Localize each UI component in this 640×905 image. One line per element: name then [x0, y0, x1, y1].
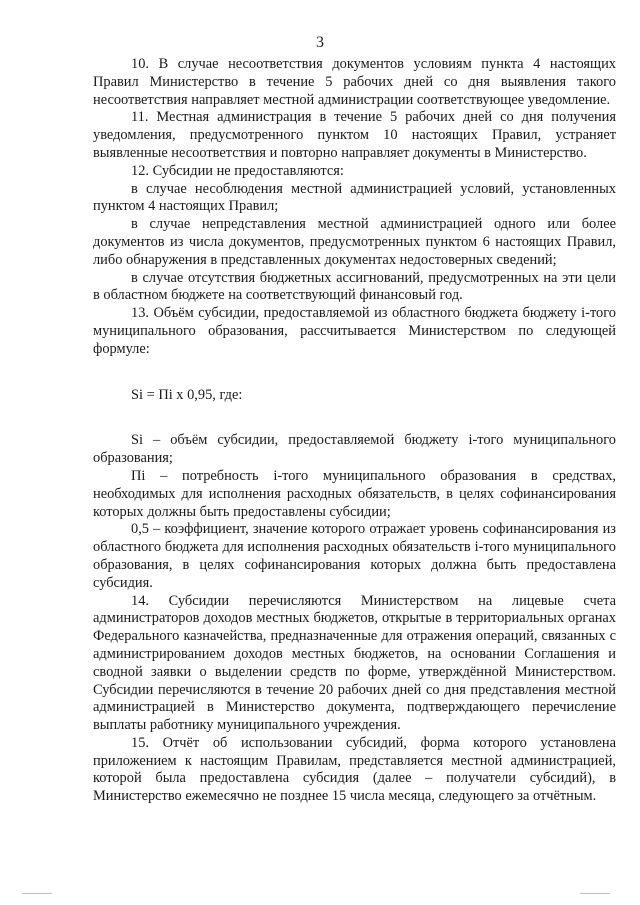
paragraph-12-item-3: в случае отсутствия бюджетных ассигнований, предусмотренных на эти цели в областном бюджете на соответствующий финансовый год.	[93, 269, 616, 304]
definition-si: Si – объём субсидии, предоставляемой бюджету i-того муниципального образования;	[93, 432, 616, 467]
paragraph-15: 15. Отчёт об использовании субсидий, форма которого установлена приложением к настоящим Правилам, представляется местной администрацией, которой была предоставлена субсидия (далее – получатели субсидий), в Министерство ежемесячно не позднее 15 числа месяца, следующего за отчётным.	[93, 734, 616, 805]
page-number: 3	[316, 34, 324, 51]
scan-edge-bottom-right	[580, 893, 610, 894]
paragraph-12: 12. Субсидии не предоставляются:	[131, 162, 344, 179]
paragraph-13: 13. Объём субсидии, предоставляемой из областного бюджета бюджету i-того муниципального образования, рассчитывается Министерством по следующей формуле:	[93, 305, 616, 357]
paragraph-14: 14. Субсидии перечисляются Министерством на лицевые счета администраторов доходов местных бюджетов, открытые в территориальных органах Федерального казначейства, предназначенные для отражения операций, связанных с администрированием доходов местных бюджетов, на основании Соглашения и сводной заявки о выделении средств по форме, утверждённой Министерством. Субсидии перечисляются в течение 20 рабочих дней со дня представления местной администрацией в Министерство документа, подтверждающего перечисление выплаты работнику муниципального учреждения.	[93, 592, 616, 734]
subsidy-formula: Si = Пi x 0,95, где:	[131, 386, 243, 403]
document-body	[93, 56, 616, 806]
paragraph-10: 10. В случае несоответствия документов условиям пункта 4 настоящих Правил Министерство в течение 5 рабочих дней со дня выявления такого несоответствия направляет местной администрации соответствующее уведомление.	[93, 56, 616, 108]
definition-pi: Пi – потребность i-того муниципального образования в средствах, необходимых для исполнения расходных обязательств, в целях софинансирования которых должны быть предоставлены субсидии;	[93, 467, 616, 520]
definition-coefficient: 0,5 – коэффициент, значение которого отражает уровень софинансирования из областного бюджета для исполнения расходных обязательств i-того муниципального образования, в целях софинансирования которых должна быть предоставлена субсидия.	[93, 521, 616, 591]
paragraph-12-item-2: в случае непредставления местной администрацией одного или более документов из числа документов, предусмотренных пунктом 6 настоящих Правил, либо обнаружения в представленных документах недостоверных сведений;	[93, 216, 616, 268]
scan-edge-bottom-left	[22, 893, 52, 894]
paragraph-12-item-1: в случае несоблюдения местной администрацией условий, установленных пунктом 4 настоящих Правил;	[93, 180, 616, 215]
paragraph-11: 11. Местная администрация в течение 5 рабочих дней со дня получения уведомления, предусмотренного пунктом 10 настоящих Правил, устраняет выявленные несоответствия и повторно направляет документы в Министерство.	[93, 109, 616, 161]
